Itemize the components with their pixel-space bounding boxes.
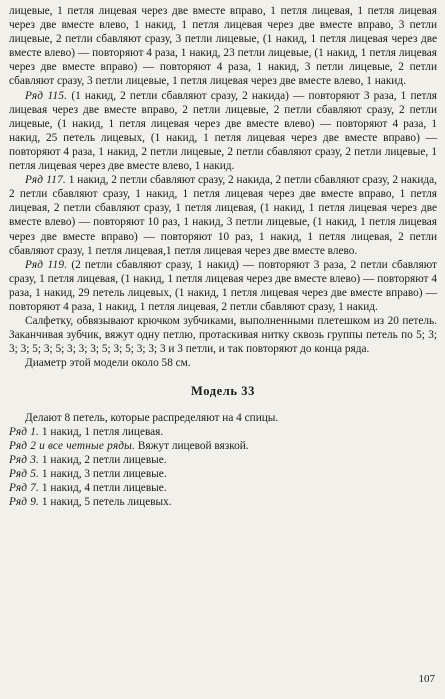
row-list xyxy=(9,425,437,510)
row-heading: Ряд 119. xyxy=(25,258,68,271)
model-title: Модель 33 xyxy=(190,384,256,399)
edging-paragraph: Салфетку, обвязывают крючком зубчиками, выполненными плетешком из 20 петель. Заканчивая зубчик, вяжут одну петлю, протаскивая нитку сквозь группы петель по 5; 3; 3; 3; 5; 3; 5; 3; 3; 3; 5; 3; 5; 3; 3; 3 и 3 петли, и так повторяют до конца ряда. xyxy=(9,315,437,356)
row-heading: Ряд 2 и все четные ряды. xyxy=(9,439,136,452)
row-text: 1 накид, 4 петли лицевые. xyxy=(41,482,167,494)
row-heading: Ряд 3. xyxy=(9,453,40,466)
list-item xyxy=(9,467,437,481)
row-text: (1 накид, 2 петли сбавляют сразу, 2 накида) — повторяют 3 раза, 1 петля лицевая через две вместе вправо, 2 петли лицевые, 2 петли сбавляют сразу, 2 петли лицевые, (1 накид, 1 петля лицевая через две вместе влево) — повторяют 4 раза, 1 накид, 25 петель лицевых, (1 накид, 1 петля лицевая через две вместе вправо) — повторяют 4 раза, 1 накид, 2 петли лицевые, 2 петли сбавляют сразу, 2 петли лицевые, 1 петля лицевая через две вместе влево, 1 накид. xyxy=(9,89,437,173)
row-text: 1 накид, 1 петля лицевая. xyxy=(41,425,164,438)
row-text: Вяжут лицевой вязкой. xyxy=(137,439,249,452)
continued-paragraph: лицевые, 1 петля лицевая через две вместе вправо, 1 петля лицевая, 1 петля лицевая через две вместе влево, 1 накид, 1 петля лицевая через две вместе вправо, 3 петли лицевые, 2 петли сбавляют сразу, 3 петли лицевые, (1 накид, 1 петля лицевая через две вместе влево) — повторяют 4 раза, 1 накид, 23 петли лицевые, (1 накид, 1 петля лицевая через две вместе вправо) — повторяют 4 раза, 1 накид, 3 петли лицевые, 2 петли сбавляют сразу, 3 петли лицевые, 1 петля лицевая через две вместе влево, 1 накид. xyxy=(9,5,437,88)
row-heading: Ряд 7. xyxy=(9,482,40,494)
row-119 xyxy=(9,258,437,314)
list-item xyxy=(9,453,437,467)
row-heading: Ряд 115. xyxy=(25,89,68,102)
row-heading: Ряд 117. xyxy=(25,174,66,187)
list-item xyxy=(9,425,437,439)
list-item xyxy=(9,439,437,453)
row-text: 1 накид, 2 петли лицевые. xyxy=(41,453,167,466)
row-heading: Ряд 9. xyxy=(9,496,40,509)
row-text: (2 петли сбавляют сразу, 1 накид) — повторяют 3 раза, 2 петли сбавляют сразу, 1 петля лицевая, (1 накид, 1 петля лицевая через две вместе влево) — повторяют 4 раза, 1 накид, 29 петель лицевых, (1 накид, 1 петля лицевая через две вместе вправо) — повторяют 4 раза, 1 накид, 1 петля лицевая, 2 петли сбавляют сразу, 1 накид. xyxy=(9,258,437,313)
list-item xyxy=(9,495,437,509)
list-item xyxy=(9,481,437,495)
row-text: 1 накид, 2 петли сбавляют сразу, 2 накида, 2 петли сбавляют сразу, 2 накида, 2 петли сбавляют сразу, 1 накид, 1 петля лицевая через две вместе вправо, 1 петля лицевая, 2 петли сбавляют сразу, 1 петля лицевая, (1 накид, 1 петля лицевая через две вместе влево) — повторяют 10 раз, 1 накид, 3 петли лицевые, (1 накид, 1 петля лицевая через две вместе вправо) — повторяют 10 раз, 1 накид, 1 петля лицевая, 2 петли сбавляют сразу, 1 петля лицевая,1 петля лицевая через две вместе влево. xyxy=(9,174,437,257)
page-number: 107 xyxy=(418,673,435,685)
row-text: 1 накид, 3 петли лицевые. xyxy=(41,467,167,480)
row-115 xyxy=(9,89,437,174)
diameter-note: Диаметр этой модели около 58 см. xyxy=(25,357,191,370)
row-117 xyxy=(9,173,437,258)
row-heading: Ряд 5. xyxy=(9,467,40,480)
row-heading: Ряд 1. xyxy=(9,425,40,438)
row-text: 1 накид, 5 петель лицевых. xyxy=(41,496,172,509)
model-intro: Делают 8 петель, которые распределяют на 4 спицы. xyxy=(25,411,279,424)
text-column xyxy=(9,4,437,509)
